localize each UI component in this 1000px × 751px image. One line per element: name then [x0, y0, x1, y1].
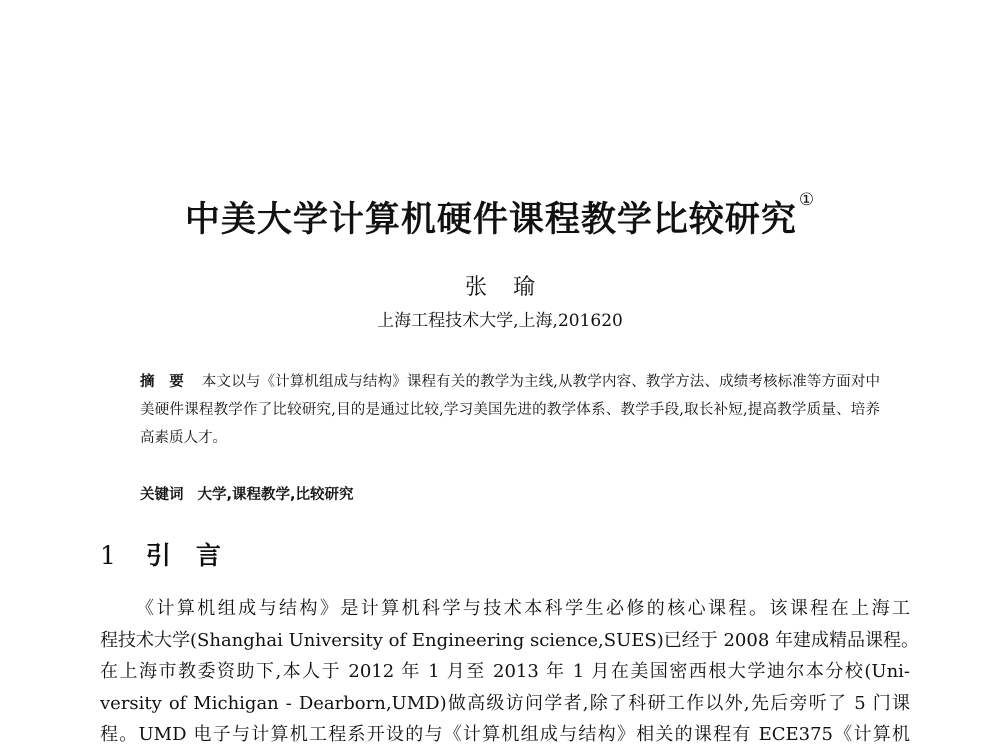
body-line: 《计算机组成与结构》是计算机科学与技术本科学生必修的核心课程。该课程在上海工: [136, 598, 910, 619]
body-line: 程技术大学(Shanghai University of Engineering science,SUES)已经于 2008 年建成精品课程。: [100, 629, 920, 651]
paper-title-text: 中美大学计算机硬件课程教学比较研究: [184, 200, 797, 240]
body-line: 在上海市教委资助下,本人于 2012 年 1 月至 2013 年 1 月在美国密西根大学迪尔本分校(Uni-: [100, 661, 910, 682]
body-text: [100, 593, 920, 751]
abstract: [140, 368, 880, 452]
abstract-text: 本文以与《计算机组成与结构》课程有关的教学为主线,从教学内容、教学方法、成绩考核标准等方面对中美硬件课程教学作了比较研究,目的是通过比较,学习美国先进的教学体系、教学手段,取长补短,提高教学质量、培养高素质人才。: [140, 374, 880, 446]
author-affiliation: 上海工程技术大学,上海,201620: [377, 311, 623, 331]
keywords-text: 大学,课程教学,比较研究: [197, 487, 354, 503]
section-title: 引 言: [145, 541, 221, 570]
keywords: [140, 483, 880, 504]
section-number: 1: [100, 541, 116, 570]
body-line: versity of Michigan - Dearborn,UMD)做高级访问学者,除了科研工作以外,先后旁听了 5 门课: [100, 692, 910, 714]
body-line: 程。UMD 电子与计算机工程系开设的与《计算机组成与结构》相关的课程有 ECE375《计算机: [100, 724, 910, 745]
abstract-label: 摘 要: [140, 374, 184, 390]
author-name: 张瑜: [464, 275, 561, 300]
paper-title: [0, 192, 1000, 242]
title-footnote-mark: ①: [798, 190, 816, 210]
keywords-label: 关键词: [140, 487, 184, 503]
section-heading: [100, 536, 221, 572]
